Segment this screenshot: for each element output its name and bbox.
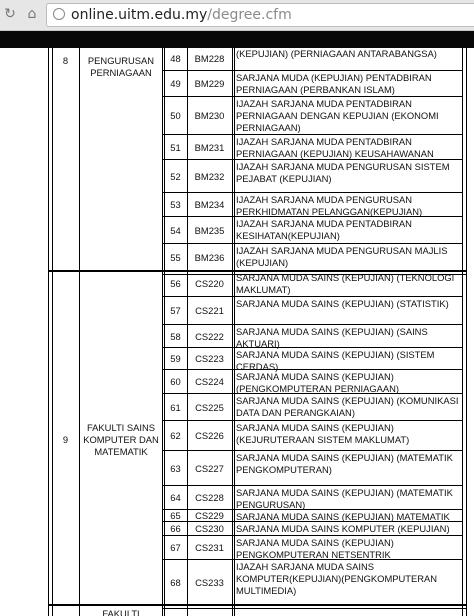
course-code: CS224 bbox=[195, 376, 224, 387]
course-code: CS228 bbox=[195, 492, 224, 503]
programme-name: SARJANA MUDA SAINS (KEPUJIAN) (MATEMATIK PENGKOMPUTERAN) bbox=[236, 452, 453, 475]
row-number: 65 bbox=[170, 510, 181, 521]
course-code: BM231 bbox=[194, 141, 225, 153]
programme-name: IJAZAH SARJANA MUDA PENTADBIRAN KESIHATAN(KEPUJIAN) bbox=[236, 218, 412, 241]
row-divider bbox=[162, 450, 462, 451]
row-number: 64 bbox=[170, 492, 181, 503]
row-number: 62 bbox=[170, 430, 181, 441]
row-number: 52 bbox=[170, 170, 181, 182]
degree-table bbox=[0, 48, 474, 616]
faculty-name: FAKULTI bbox=[102, 608, 140, 616]
course-code: CS220 bbox=[195, 278, 224, 289]
reload-icon[interactable]: ↻ bbox=[4, 6, 16, 22]
row-number: 53 bbox=[170, 199, 181, 210]
row-number: 48 bbox=[170, 53, 181, 64]
browser-toolbar bbox=[0, 0, 474, 31]
row-divider bbox=[162, 243, 462, 244]
programme-name: SARJANA MUDA SAINS (KEPUJIAN) (TEKNOLOGI MAKLUMAT) bbox=[236, 272, 455, 295]
programme-name: SARJANA MUDA SAINS (KEPUJIAN) (KOMUNIKASI DATA DAN PERANGKAIAN) bbox=[236, 395, 459, 418]
course-code: CS222 bbox=[195, 330, 224, 342]
row-number: 55 bbox=[170, 251, 181, 263]
row-divider bbox=[162, 485, 462, 486]
row-number: 66 bbox=[170, 523, 181, 534]
course-code: BM235 bbox=[194, 224, 225, 236]
faculty-number: 9 bbox=[62, 434, 69, 445]
programme-name: IJAZAH SARJANA MUDA PENGURUSAN MAJLIS (KEPUJIAN) bbox=[236, 245, 448, 268]
row-divider bbox=[162, 324, 462, 325]
row-number: 59 bbox=[170, 353, 181, 364]
row-number: 67 bbox=[170, 542, 181, 553]
course-code: CS223 bbox=[195, 353, 224, 364]
course-code: BM229 bbox=[194, 78, 225, 89]
row-divider bbox=[162, 608, 466, 609]
programme-name: IJAZAH SARJANA MUDA SAINS KOMPUTER(KEPUJIAN)(PENGKOMPUTERAN MULTIMEDIA) bbox=[236, 561, 438, 596]
url-text: online.uitm.edu.my/degree.cfm bbox=[71, 7, 292, 23]
programme-name: (KEPUJIAN) (PERNIAGAAN ANTARABANGSA) bbox=[236, 48, 437, 59]
row-divider bbox=[162, 420, 462, 421]
course-code: CS229 bbox=[195, 510, 224, 521]
course-code: CS230 bbox=[195, 523, 224, 534]
programme-name: SARJANA MUDA SAINS KOMPUTER (KEPUJIAN) bbox=[236, 523, 450, 534]
programme-name: IJAZAH SARJANA MUDA PENTADBIRAN PERNIAGAAN (KEPUJIAN) KEUSAHAWANAN bbox=[236, 136, 434, 159]
globe-icon bbox=[53, 8, 65, 20]
course-code: CS227 bbox=[195, 462, 224, 474]
row-number: 68 bbox=[170, 576, 181, 588]
row-number: 63 bbox=[170, 462, 181, 474]
row-divider bbox=[162, 296, 462, 297]
row-divider bbox=[162, 192, 462, 193]
programme-name: SARJANA MUDA SAINS (KEPUJIAN) (SISTEM CERDAS) bbox=[236, 349, 435, 372]
address-bar[interactable] bbox=[46, 3, 474, 27]
course-code: CS231 bbox=[195, 542, 224, 553]
row-number: 54 bbox=[170, 224, 181, 236]
home-icon[interactable]: ⌂ bbox=[27, 6, 37, 22]
row-divider bbox=[162, 535, 462, 536]
programme-name: SARJANA MUDA (KEPUJIAN) PENTADBIRAN PERNIAGAAN (PERBANKAN ISLAM) bbox=[236, 72, 432, 95]
programme-name: IJAZAH SARJANA MUDA PENTADBIRAN PERNIAGAAN DENGAN KEPUJIAN (EKONOMI PERNIAGAAN) bbox=[236, 98, 439, 133]
programme-name: SARJANA MUDA SAINS (KEPUJIAN) (SAINS AKTUARI) bbox=[236, 326, 428, 349]
course-code: BM236 bbox=[194, 251, 225, 263]
row-divider bbox=[162, 134, 462, 135]
course-code: BM232 bbox=[194, 170, 225, 182]
row-number: 61 bbox=[170, 401, 181, 413]
course-code: BM228 bbox=[194, 53, 225, 64]
row-divider bbox=[162, 96, 462, 97]
row-number: 50 bbox=[170, 110, 181, 121]
programme-name: IJAZAH SARJANA MUDA PENGURUSAN SISTEM PEJABAT (KEPUJIAN) bbox=[236, 161, 450, 184]
programme-name: SARJANA MUDA SAINS (KEPUJIAN) MATEMATIK bbox=[236, 511, 450, 522]
redacted-bar bbox=[0, 31, 474, 48]
faculty-name: FAKULTI SAINS KOMPUTER DAN MATEMATIK bbox=[83, 422, 159, 457]
programme-name: SARJANA MUDA SAINS (KEPUJIAN) PENGKOMPUTERAN NETSENTRIK bbox=[236, 537, 394, 560]
programme-name: SARJANA MUDA SAINS (KEPUJIAN) (STATISTIK) bbox=[236, 298, 449, 309]
faculty-number: 8 bbox=[62, 55, 69, 66]
row-number: 51 bbox=[170, 141, 181, 153]
row-number: 56 bbox=[170, 278, 181, 289]
course-code: CS225 bbox=[195, 401, 224, 413]
row-number: 58 bbox=[170, 330, 181, 342]
faculty-name: PENGURUSAN PERNIAGAAN bbox=[87, 55, 155, 78]
programme-name: IJAZAH SARJANA MUDA PENGURUSAN PERKHIDMATAN PELANGGAN(KEPUJIAN) bbox=[236, 194, 423, 217]
programme-name: SARJANA MUDA SAINS (KEPUJIAN) (MATEMATIK PENGURUSAN) bbox=[236, 487, 453, 510]
row-number: 60 bbox=[170, 376, 181, 387]
course-code: BM230 bbox=[194, 110, 225, 121]
row-number: 57 bbox=[170, 305, 181, 316]
course-code: CS226 bbox=[195, 430, 224, 441]
row-number: 49 bbox=[170, 78, 181, 89]
programme-name: SARJANA MUDA SAINS (KEPUJIAN) (KEJURUTERAAN SISTEM MAKLUMAT) bbox=[236, 422, 410, 445]
course-code: BM234 bbox=[194, 199, 225, 210]
row-divider bbox=[162, 70, 462, 71]
course-code: CS233 bbox=[195, 576, 224, 588]
row-divider bbox=[48, 604, 466, 606]
programme-name: SARJANA MUDA SAINS (KEPUJIAN) (PENGKOMPUTERAN PERNIAGAAN) bbox=[236, 371, 400, 394]
course-code: CS221 bbox=[195, 305, 224, 316]
